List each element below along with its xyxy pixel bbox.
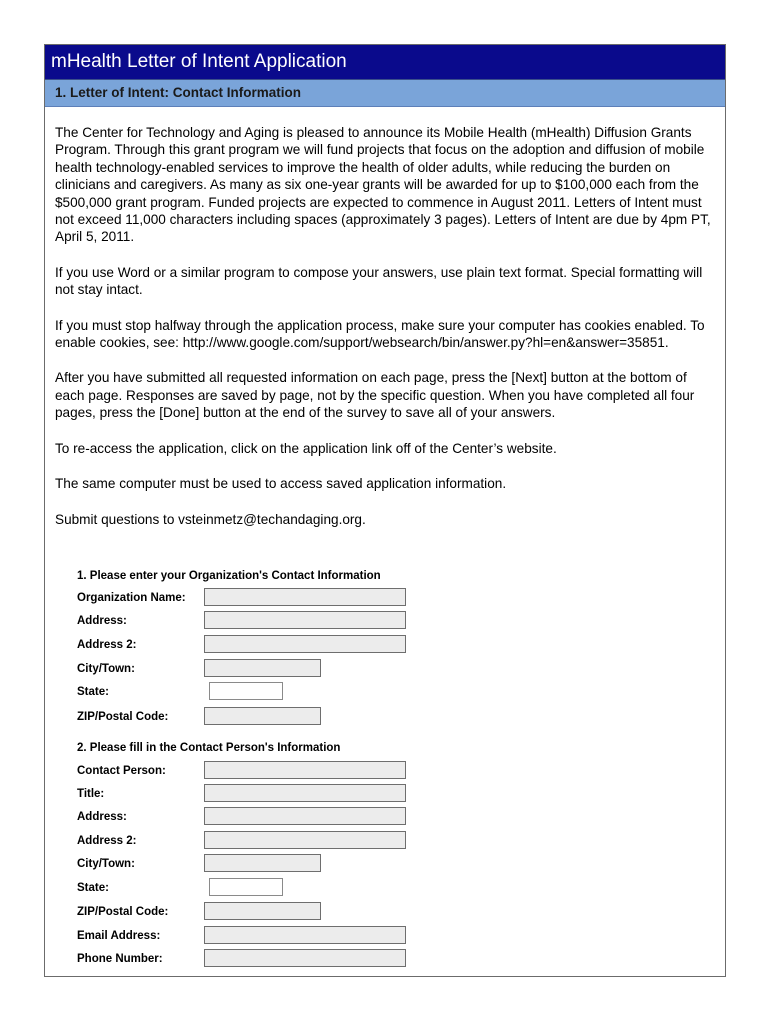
org-section-heading: 1. Please enter your Organization's Contact Information [77, 570, 381, 582]
contact-address-row [77, 807, 417, 829]
org-name-input[interactable] [204, 588, 406, 606]
contact-city-label: City/Town: [77, 858, 135, 870]
org-name-row [77, 588, 417, 610]
contact-person-input[interactable] [204, 761, 406, 779]
org-address-input[interactable] [204, 611, 406, 629]
contact-email-input[interactable] [204, 926, 406, 944]
org-zip-label: ZIP/Postal Code: [77, 711, 169, 723]
contact-phone-label: Phone Number: [77, 953, 163, 965]
contact-zip-input[interactable] [204, 902, 321, 920]
contact-section-heading: 2. Please fill in the Contact Person's Information [77, 742, 341, 754]
org-city-input[interactable] [204, 659, 321, 677]
org-zip-input[interactable] [204, 707, 321, 725]
org-address-label: Address: [77, 615, 127, 627]
contact-state-input[interactable] [209, 878, 283, 896]
contact-phone-input[interactable] [204, 949, 406, 967]
org-city-label: City/Town: [77, 663, 135, 675]
contact-address2-row [77, 831, 417, 853]
intro-paragraph-questions: Submit questions to vsteinmetz@techandaging.org. [55, 511, 366, 527]
contact-zip-row [77, 902, 417, 924]
survey-frame [44, 44, 726, 977]
org-state-row [77, 682, 417, 704]
intro-text [55, 124, 717, 546]
org-state-input[interactable] [209, 682, 283, 700]
org-address-row [77, 611, 417, 633]
contact-title-input[interactable] [204, 784, 406, 802]
contact-address2-input[interactable] [204, 831, 406, 849]
intro-paragraph-navigation: After you have submitted all requested information on each page, press the [Next] button at the bottom of each page. Responses are saved by page, not by the specific question. When you have completed all four pages, press the [Done] button at the end of the survey to save all of your answers. [55, 370, 695, 421]
contact-address-input[interactable] [204, 807, 406, 825]
org-state-label: State: [77, 686, 109, 698]
intro-paragraph-cookies: If you must stop halfway through the application process, make sure your computer has cookies enabled. To enable cookies, see: http://www.google.com/support/websearch/bin/answer.py?hl=en&answer=35851. [55, 317, 705, 351]
contact-email-label: Email Address: [77, 930, 161, 942]
org-address2-input[interactable] [204, 635, 406, 653]
contact-title-label: Title: [77, 788, 105, 800]
contact-city-row [77, 854, 417, 876]
intro-paragraph-reaccess: To re-access the application, click on the application link off of the Center’s website. [55, 440, 557, 456]
org-name-label: Organization Name: [77, 592, 186, 604]
intro-paragraph-computer: The same computer must be used to access saved application information. [55, 476, 507, 492]
intro-paragraph-format: If you use Word or a similar program to compose your answers, use plain text format. Special formatting will not stay intact. [55, 264, 703, 298]
org-zip-row [77, 707, 417, 729]
contact-email-row [77, 926, 417, 948]
org-address2-row [77, 635, 417, 657]
contact-address2-label: Address 2: [77, 835, 137, 847]
org-city-row [77, 659, 417, 681]
section-title: 1. Letter of Intent: Contact Information [45, 79, 725, 107]
contact-zip-label: ZIP/Postal Code: [77, 906, 169, 918]
intro-paragraph-program: The Center for Technology and Aging is pleased to announce its Mobile Health (mHealth) Diffusion Grants Program. Through this grant program we will fund projects that focus on the adoption and diffusion of mobile health technology-enabled services to improve the health of older adults, while reducing the burden on clinicians and caregivers. As many as six one-year grants will be awarded for up to $100,000 each from the $500,000 grant program. Funded projects are expected to commence in August 2011. Letters of Intent must not exceed 11,000 characters including spaces (approximately 3 pages). Letters of Intent are due by 4pm PT, April 5, 2011. [55, 125, 711, 245]
page-title: mHealth Letter of Intent Application [45, 45, 725, 79]
contact-state-label: State: [77, 882, 109, 894]
contact-title-row [77, 784, 417, 806]
contact-address-label: Address: [77, 811, 127, 823]
contact-state-row [77, 878, 417, 900]
org-address2-label: Address 2: [77, 639, 137, 651]
contact-city-input[interactable] [204, 854, 321, 872]
contact-person-row [77, 761, 417, 783]
contact-phone-row [77, 949, 417, 971]
contact-person-label: Contact Person: [77, 765, 166, 777]
